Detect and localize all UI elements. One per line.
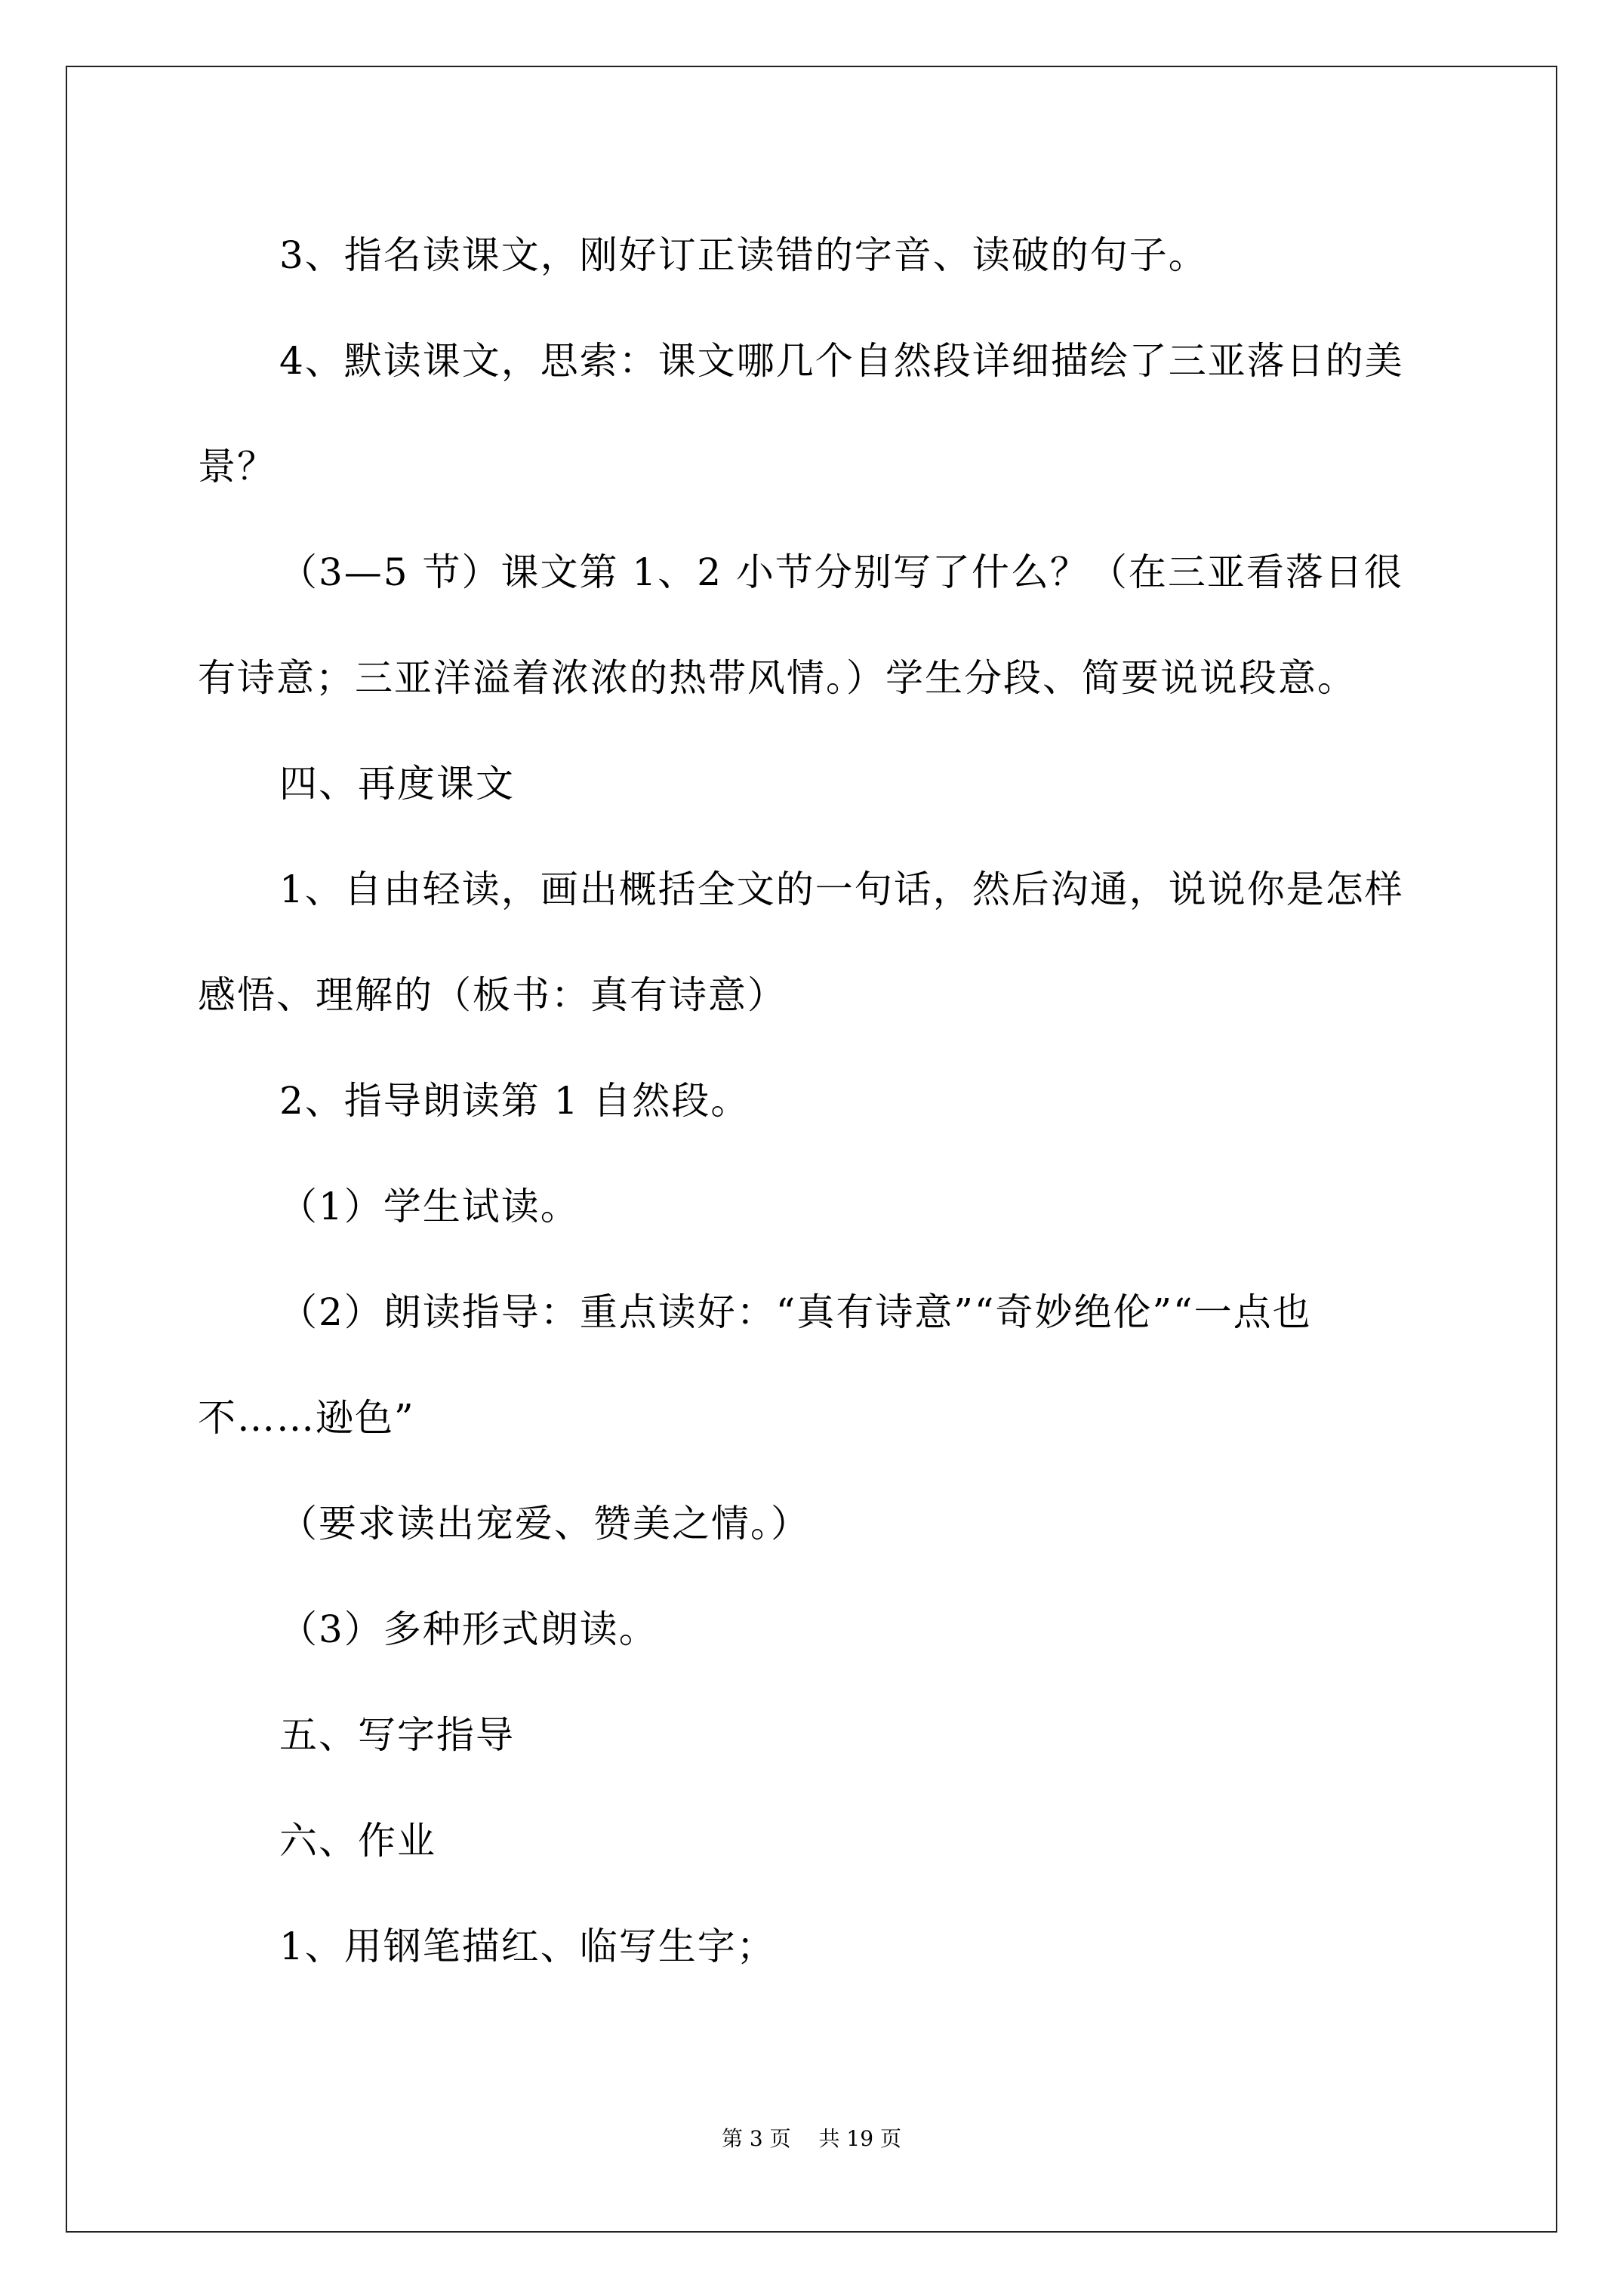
- paragraph-line: 4、默读课文，思索：课文哪几个自然段详细描绘了三亚落日的美: [279, 339, 1404, 383]
- paragraph-line: 感悟、理解的（板书：真有诗意）: [198, 973, 787, 1017]
- paragraph-line: （3）多种形式朗读。: [279, 1607, 658, 1651]
- page-number-footer: 第 3 页 共 19 页: [722, 2126, 901, 2151]
- paragraph-line: 景？: [198, 445, 276, 488]
- paragraph-line: 2、指导朗读第 1 自然段。: [279, 1079, 750, 1123]
- section-heading: 五、写字指导: [279, 1713, 515, 1757]
- section-heading: 六、作业: [279, 1819, 436, 1863]
- paragraph-line: （3—5 节）课文第 1、2 小节分别写了什么？（在三亚看落日很: [279, 550, 1403, 594]
- paragraph-line: （要求读出宠爱、赞美之情。）: [279, 1502, 810, 1546]
- paragraph-line: 1、用钢笔描红、临写生字；: [279, 1925, 776, 1968]
- paragraph-line: （2）朗读指导：重点读好：“真有诗意”“奇妙绝伦”“一点也: [279, 1290, 1312, 1334]
- paragraph-line: 3、指名读课文，刚好订正读错的字音、读破的句子。: [279, 233, 1208, 277]
- paragraph-line: 1、自由轻读，画出概括全文的一句话，然后沟通，说说你是怎样: [279, 868, 1404, 911]
- paragraph-line: （1）学生试读。: [279, 1185, 580, 1228]
- paragraph-line: 不……逊色”: [198, 1396, 415, 1440]
- section-heading: 四、再度课文: [279, 762, 515, 806]
- page-border: [66, 66, 1557, 2233]
- paragraph-line: 有诗意；三亚洋溢着浓浓的热带风情。）学生分段、简要说说段意。: [198, 656, 1357, 700]
